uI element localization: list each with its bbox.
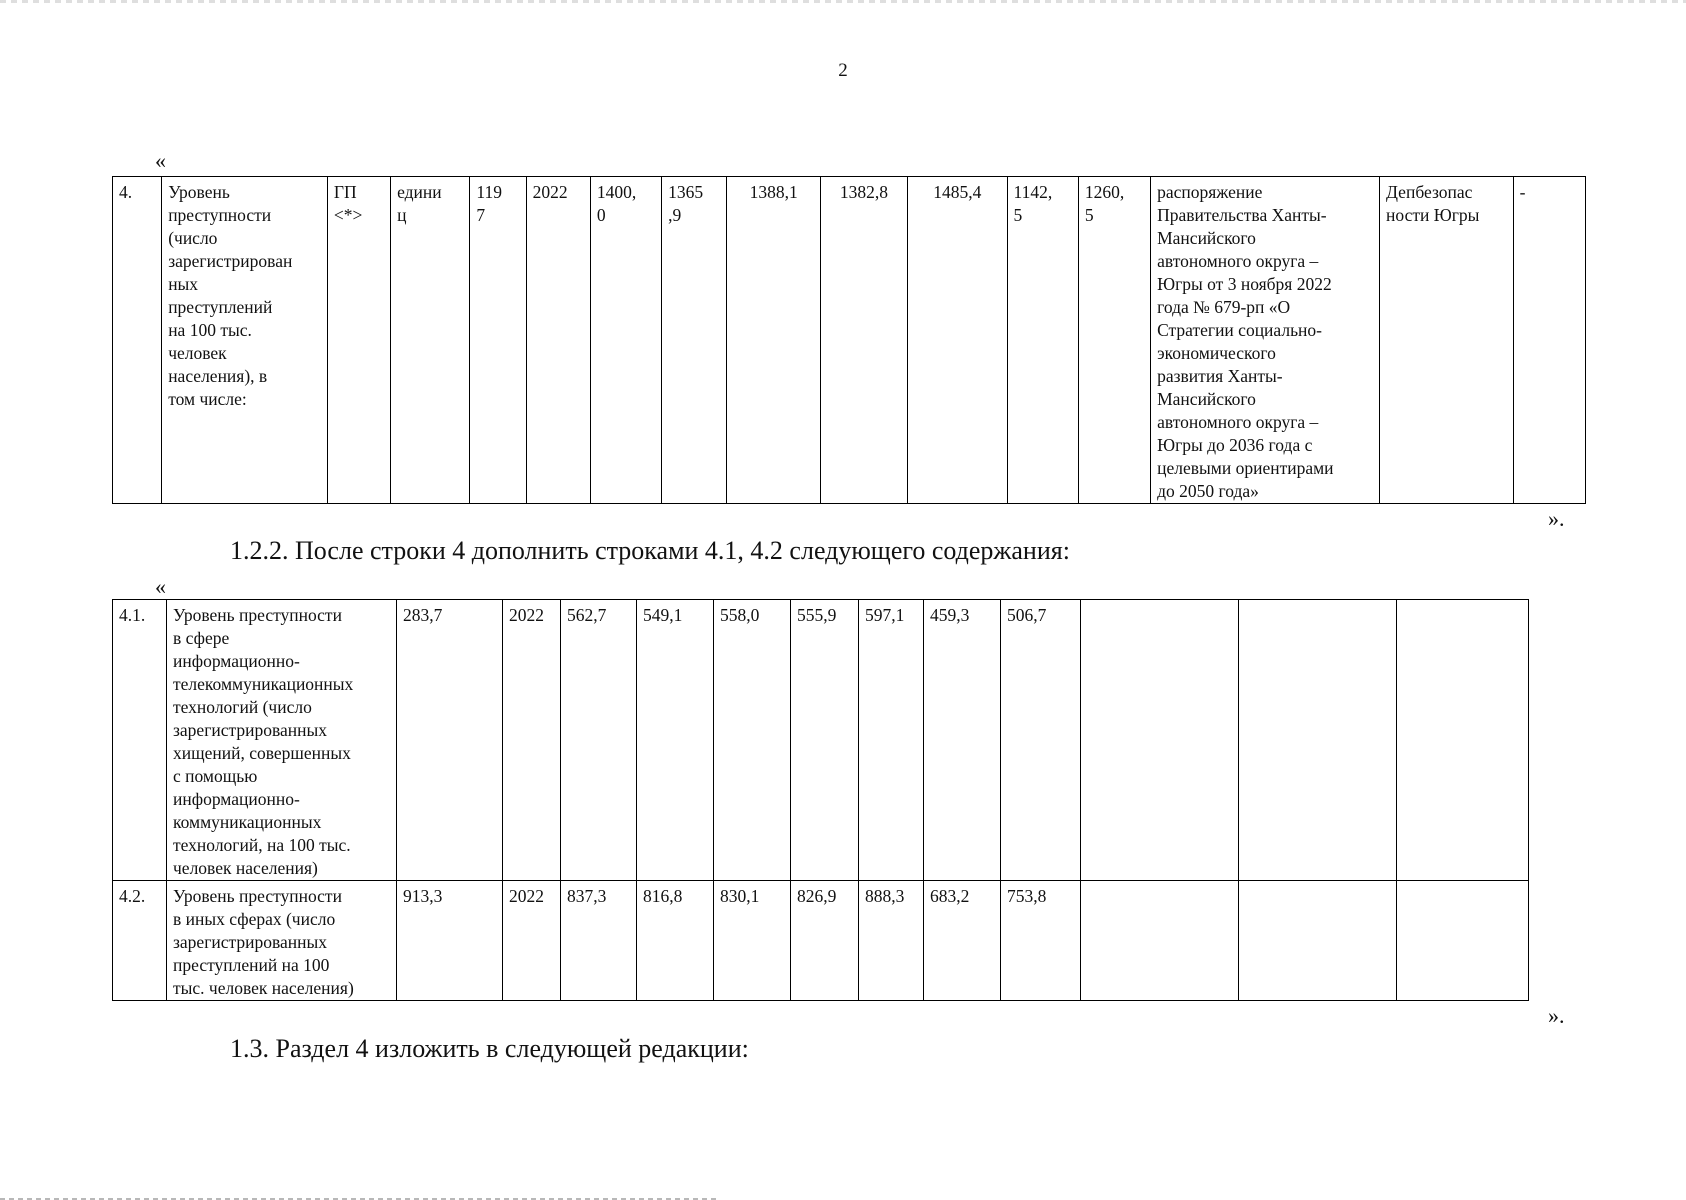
opening-quote-2: « — [155, 574, 166, 599]
unit-of-measure: едини ц — [391, 177, 470, 504]
value-cell: 1485,4 — [908, 177, 1007, 504]
empty-cell — [1239, 881, 1397, 1001]
base-year: 2022 — [503, 881, 561, 1001]
empty-cell — [1397, 881, 1529, 1001]
value-cell: 459,3 — [924, 600, 1001, 881]
indicator-table-row-4 — [112, 176, 1586, 504]
responsible-agency: Депбезопас ности Югры — [1380, 177, 1514, 504]
base-year: 2022 — [503, 600, 561, 881]
value-cell: 830,1 — [714, 881, 791, 1001]
indicator-name: Уровень преступности (число зарегистрирован ных преступлений на 100 тыс. человек населения), в том числе: — [162, 177, 328, 504]
closing-quote-2: ». — [1548, 1003, 1565, 1028]
empty-cell — [1081, 600, 1239, 881]
base-year: 2022 — [526, 177, 590, 504]
value-cell: 1388,1 — [727, 177, 820, 504]
value-cell: 506,7 — [1001, 600, 1081, 881]
row-number: 4. — [113, 177, 162, 504]
value-cell: 597,1 — [859, 600, 924, 881]
value-cell: 816,8 — [637, 881, 714, 1001]
legal-document: распоряжение Правительства Ханты- Мансийского автономного округа – Югры от 3 ноября 2022 года № 679-рп «О Стратегии социально- экономического развития Ханты- Мансийского автономного округа – Югры до 2036 года с целевыми ориентирами до 2050 года» — [1151, 177, 1380, 504]
value-cell: 1382,8 — [820, 177, 907, 504]
table-row — [113, 600, 1529, 881]
paragraph-1-2-2: 1.2.2. После строки 4 дополнить строками 4.1, 4.2 следующего содержания: — [230, 536, 1070, 565]
value-cell: 1400, 0 — [590, 177, 661, 504]
value-cell: 555,9 — [791, 600, 859, 881]
closing-quote-1: ». — [1548, 506, 1565, 531]
value-cell: 1142, 5 — [1007, 177, 1078, 504]
value-cell: 826,9 — [791, 881, 859, 1001]
scan-top-edge — [0, 0, 1686, 3]
base-value: 119 7 — [470, 177, 526, 504]
table-row — [113, 177, 1586, 504]
value-cell: 1260, 5 — [1078, 177, 1150, 504]
indicator-table-rows-4-1-4-2 — [112, 599, 1529, 1001]
row-number: 4.2. — [113, 881, 167, 1001]
empty-cell — [1397, 600, 1529, 881]
value-cell: 683,2 — [924, 881, 1001, 1001]
value-cell: 549,1 — [637, 600, 714, 881]
indicator-name: Уровень преступности в сфере информационно- телекоммуникационных технологий (число зарегистрированных хищений, совершенных с помощью информационно- коммуникационных технологий, на 100 тыс. человек населения) — [167, 600, 397, 881]
paragraph-1-3: 1.3. Раздел 4 изложить в следующей редакции: — [230, 1034, 749, 1063]
base-value: 283,7 — [397, 600, 503, 881]
value-cell: 1365 ,9 — [662, 177, 727, 504]
value-cell: 837,3 — [561, 881, 637, 1001]
page-number: 2 — [838, 60, 848, 81]
empty-cell — [1239, 600, 1397, 881]
table-row — [113, 881, 1529, 1001]
value-cell: 562,7 — [561, 600, 637, 881]
indicator-name: Уровень преступности в иных сферах (число зарегистрированных преступлений на 100 тыс. человек населения) — [167, 881, 397, 1001]
value-cell: 558,0 — [714, 600, 791, 881]
opening-quote-1: « — [155, 148, 166, 173]
indicator-type: ГП <*> — [327, 177, 390, 504]
row-number: 4.1. — [113, 600, 167, 881]
notes-cell: - — [1513, 177, 1585, 504]
empty-cell — [1081, 881, 1239, 1001]
base-value: 913,3 — [397, 881, 503, 1001]
value-cell: 753,8 — [1001, 881, 1081, 1001]
value-cell: 888,3 — [859, 881, 924, 1001]
